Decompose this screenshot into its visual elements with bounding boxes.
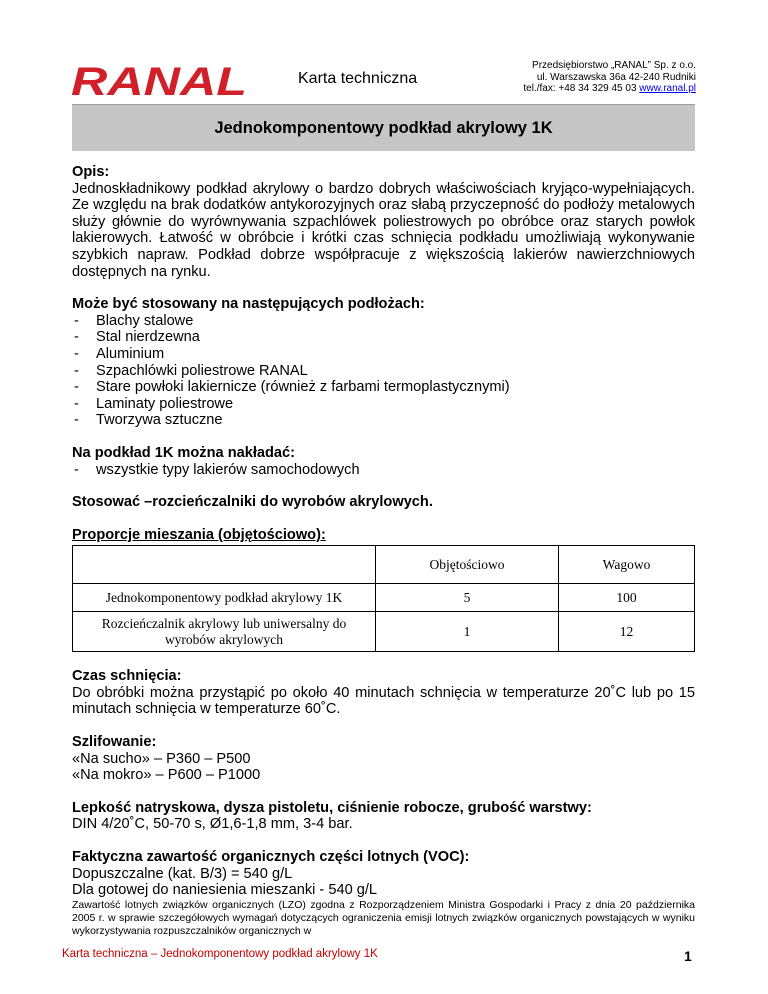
- ranal-logo-graphic: [70, 64, 248, 98]
- list-item-text: Stare powłoki lakiernicze (również z farbami termoplastycznymi): [96, 379, 510, 396]
- mixing-heading: Proporcje mieszania (objętościowo):: [72, 526, 326, 543]
- list-item: [72, 462, 695, 479]
- list-item-text: Stal nierdzewna: [96, 329, 200, 346]
- dash-bullet: -: [74, 312, 79, 329]
- dash-bullet: -: [74, 329, 79, 346]
- table-row: [73, 584, 695, 612]
- table-cell-name: Rozcieńczalnik akrylowy lub uniwersalny do wyrobów akrylowych: [73, 612, 376, 652]
- list-item-text: wszystkie typy lakierów samochodowych: [96, 461, 360, 478]
- sanding-dry: «Na sucho» – P360 – P500: [72, 750, 251, 767]
- list-item: [72, 313, 695, 330]
- list-item: [72, 363, 695, 380]
- table-row: [73, 612, 695, 652]
- title-bar: [72, 104, 695, 151]
- dash-bullet: -: [74, 395, 79, 412]
- list-item-text: Szpachlówki poliestrowe RANAL: [96, 362, 308, 379]
- topcoats-list: [72, 462, 695, 479]
- thinner-note: Stosować –rozcieńczalniki do wyrobów akrylowych.: [72, 494, 433, 511]
- list-item: [72, 412, 695, 429]
- dash-bullet: -: [74, 379, 79, 396]
- table-cell-weight: 12: [559, 612, 695, 652]
- company-info: [460, 60, 696, 95]
- sanding-heading: Szlifowanie:: [72, 734, 157, 751]
- company-website-link[interactable]: www.ranal.pl: [639, 83, 696, 94]
- table-header-cell: Wagowo: [559, 546, 695, 584]
- page-number: 1: [684, 948, 692, 964]
- page-title: Jednokomponentowy podkład akrylowy 1K: [214, 119, 553, 137]
- dash-bullet: -: [74, 362, 79, 379]
- footer-document-title: Karta techniczna – Jednokomponentowy podkład akrylowy 1K: [62, 948, 378, 960]
- ranal-logo: [70, 64, 248, 98]
- list-item: [72, 379, 695, 396]
- logo-text: RANAL: [71, 64, 247, 98]
- table-header-cell: [73, 546, 376, 584]
- table-cell-weight: 100: [559, 584, 695, 612]
- table-header-row: [73, 546, 695, 584]
- list-item-text: Laminaty poliestrowe: [96, 395, 234, 412]
- spray-heading: Lepkość natryskowa, dysza pistoletu, ciśnienie robocze, grubość warstwy:: [72, 799, 592, 816]
- list-item-text: Aluminium: [96, 345, 165, 362]
- table-cell-volume: 5: [376, 584, 559, 612]
- document-type: Karta techniczna: [298, 70, 418, 87]
- sanding-wet: «Na mokro» – P600 – P1000: [72, 767, 261, 784]
- list-item: [72, 346, 695, 363]
- list-item: [72, 329, 695, 346]
- dash-bullet: -: [74, 461, 79, 478]
- company-name: Przedsiębiorstwo „RANAL” Sp. z o.o.: [532, 60, 696, 71]
- voc-ready: Dla gotowej do naniesienia mieszanki - 540 g/L: [72, 882, 378, 899]
- drying-heading: Czas schnięcia:: [72, 668, 182, 685]
- mixing-table: [72, 545, 695, 652]
- dash-bullet: -: [74, 345, 79, 362]
- document-body: [72, 164, 695, 938]
- voc-legal-note: Zawartość lotnych związków organicznych (LZO) zgodna z Rozporządzeniem Ministra Gospodarki i Pracy z dnia 20 października 2005 r. w sprawie szczegółowych wymagań dotyczących ograniczenia emisji lotnych związków organicznych powstających w wyniku wykorzystywania rozpuszczalników organicznych w: [72, 898, 695, 938]
- list-item-text: Blachy stalowe: [96, 312, 194, 329]
- list-item: [72, 396, 695, 413]
- spray-text: DIN 4/20˚C, 50-70 s, Ø1,6-1,8 mm, 3-4 bar.: [72, 816, 353, 833]
- voc-allowed: Dopuszczalne (kat. B/3) = 540 g/L: [72, 865, 293, 882]
- description-heading: Opis:: [72, 164, 110, 180]
- substrates-list: [72, 313, 695, 429]
- company-address: ul. Warszawska 36a 42-240 Rudniki: [536, 71, 696, 83]
- topcoats-heading: Na podkład 1K można nakładać:: [72, 444, 296, 461]
- table-cell-name: Jednokomponentowy podkład akrylowy 1K: [73, 584, 376, 612]
- substrates-heading: Może być stosowany na następujących podłożach:: [72, 296, 425, 313]
- dash-bullet: -: [74, 412, 79, 429]
- company-phone: tel./fax: +48 34 329 45 03: [523, 83, 640, 94]
- description-text: Jednoskładnikowy podkład akrylowy o bardzo dobrych właściwościach kryjąco-wypełniających. Ze względu na brak dodatków antykorozyjnych oraz słabą przyczepność do podłoży metalowych służy głównie do wyrównywania szpachlówek poliestrowych po obróbce oraz starych powłok lakierowych. Łatwość w obróbcie i krótki czas schnięcia podkładu umożliwiają wykonywanie szybkich napraw. Podkład dobrze współpracuje z większością lakierów nawierzchniowych dostępnych na rynku.: [72, 180, 695, 280]
- voc-heading: Faktyczna zawartość organicznych części lotnych (VOC):: [72, 849, 470, 866]
- list-item-text: Tworzywa sztuczne: [96, 412, 223, 429]
- table-header-cell: Objętościowo: [376, 546, 559, 584]
- table-cell-volume: 1: [376, 612, 559, 652]
- drying-text: Do obróbki można przystąpić po około 40 minutach schnięcia w temperaturze 20˚C lub po 15 minutach schnięcia w temperaturze 60˚C.: [72, 684, 695, 718]
- company-contact: [460, 83, 696, 95]
